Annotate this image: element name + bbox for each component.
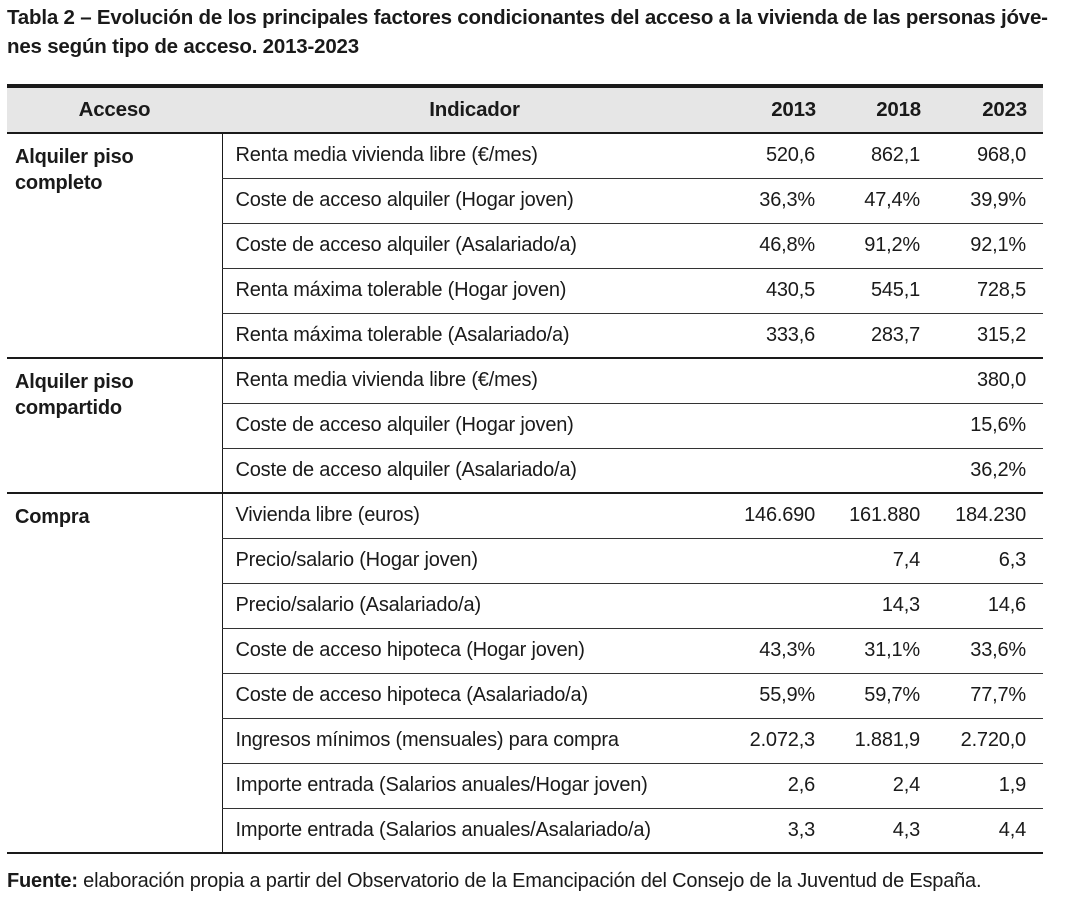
value-cell-2013: 520,6 xyxy=(727,133,832,178)
value-cell-2013 xyxy=(727,358,832,403)
value-cell-2018 xyxy=(832,448,937,493)
table-body xyxy=(7,133,1043,853)
value-cell-2013: 2,6 xyxy=(727,763,832,808)
indicador-cell: Precio/salario (Hogar joven) xyxy=(222,538,727,583)
value-cell-2018 xyxy=(832,403,937,448)
header-2018: 2018 xyxy=(832,86,937,133)
table-row xyxy=(7,493,1043,538)
value-cell-2013: 333,6 xyxy=(727,313,832,358)
value-cell-2013 xyxy=(727,583,832,628)
value-cell-2023: 6,3 xyxy=(937,538,1043,583)
header-acceso: Acceso xyxy=(7,86,222,133)
value-cell-2013: 46,8% xyxy=(727,223,832,268)
indicador-cell: Coste de acceso alquiler (Hogar joven) xyxy=(222,403,727,448)
value-cell-2013: 2.072,3 xyxy=(727,718,832,763)
value-cell-2023: 92,1% xyxy=(937,223,1043,268)
indicador-cell: Coste de acceso alquiler (Asalariado/a) xyxy=(222,448,727,493)
value-cell-2018: 14,3 xyxy=(832,583,937,628)
indicador-cell: Coste de acceso alquiler (Hogar joven) xyxy=(222,178,727,223)
indicador-cell: Ingresos mínimos (mensuales) para compra xyxy=(222,718,727,763)
value-cell-2018: 283,7 xyxy=(832,313,937,358)
value-cell-2023: 4,4 xyxy=(937,808,1043,853)
header-indicador: Indicador xyxy=(222,86,727,133)
table-container xyxy=(7,84,1043,854)
value-cell-2023: 2.720,0 xyxy=(937,718,1043,763)
value-cell-2023: 1,9 xyxy=(937,763,1043,808)
value-cell-2013 xyxy=(727,448,832,493)
indicador-cell: Renta media vivienda libre (€/mes) xyxy=(222,133,727,178)
table-row xyxy=(7,133,1043,178)
value-cell-2023: 36,2% xyxy=(937,448,1043,493)
value-cell-2023: 14,6 xyxy=(937,583,1043,628)
value-cell-2018: 47,4% xyxy=(832,178,937,223)
value-cell-2013 xyxy=(727,538,832,583)
value-cell-2023: 15,6% xyxy=(937,403,1043,448)
indicador-cell: Renta media vivienda libre (€/mes) xyxy=(222,358,727,403)
value-cell-2018: 2,4 xyxy=(832,763,937,808)
indicador-cell: Importe entrada (Salarios anuales/Asalariado/a) xyxy=(222,808,727,853)
value-cell-2023: 39,9% xyxy=(937,178,1043,223)
source-text: elaboración propia a partir del Observatorio de la Emancipación del Consejo de la Juventud de España. xyxy=(77,870,982,892)
housing-factors-table xyxy=(7,84,1043,854)
value-cell-2023: 968,0 xyxy=(937,133,1043,178)
source-note xyxy=(7,870,981,893)
value-cell-2018: 161.880 xyxy=(832,493,937,538)
table-header-row xyxy=(7,86,1043,133)
indicador-cell: Renta máxima tolerable (Hogar joven) xyxy=(222,268,727,313)
value-cell-2023: 380,0 xyxy=(937,358,1043,403)
value-cell-2023: 77,7% xyxy=(937,673,1043,718)
value-cell-2013 xyxy=(727,403,832,448)
value-cell-2013: 430,5 xyxy=(727,268,832,313)
indicador-cell: Coste de acceso hipoteca (Asalariado/a) xyxy=(222,673,727,718)
acceso-cell: Compra xyxy=(7,493,222,853)
source-label: Fuente: xyxy=(7,870,78,892)
value-cell-2013: 146.690 xyxy=(727,493,832,538)
indicador-cell: Coste de acceso hipoteca (Hogar joven) xyxy=(222,628,727,673)
value-cell-2013: 36,3% xyxy=(727,178,832,223)
indicador-cell: Importe entrada (Salarios anuales/Hogar joven) xyxy=(222,763,727,808)
indicador-cell: Renta máxima tolerable (Asalariado/a) xyxy=(222,313,727,358)
indicador-cell: Coste de acceso alquiler (Asalariado/a) xyxy=(222,223,727,268)
value-cell-2018: 59,7% xyxy=(832,673,937,718)
indicador-cell: Vivienda libre (euros) xyxy=(222,493,727,538)
value-cell-2018: 91,2% xyxy=(832,223,937,268)
value-cell-2018: 862,1 xyxy=(832,133,937,178)
indicador-cell: Precio/salario (Asalariado/a) xyxy=(222,583,727,628)
value-cell-2018: 4,3 xyxy=(832,808,937,853)
value-cell-2023: 33,6% xyxy=(937,628,1043,673)
value-cell-2023: 315,2 xyxy=(937,313,1043,358)
header-2023: 2023 xyxy=(937,86,1043,133)
value-cell-2013: 43,3% xyxy=(727,628,832,673)
value-cell-2018: 1.881,9 xyxy=(832,718,937,763)
header-2013: 2013 xyxy=(727,86,832,133)
table-row xyxy=(7,358,1043,403)
value-cell-2013: 55,9% xyxy=(727,673,832,718)
value-cell-2018: 7,4 xyxy=(832,538,937,583)
acceso-cell: Alquiler piso compartido xyxy=(7,358,222,493)
value-cell-2018 xyxy=(832,358,937,403)
value-cell-2018: 31,1% xyxy=(832,628,937,673)
value-cell-2023: 728,5 xyxy=(937,268,1043,313)
value-cell-2018: 545,1 xyxy=(832,268,937,313)
table-title: Tabla 2 – Evolución de los principales factores condicionantes del acceso a la vivienda de las personas jóve-nes según tipo de acceso. 2013-2023 xyxy=(7,6,1048,58)
acceso-cell: Alquiler piso completo xyxy=(7,133,222,358)
value-cell-2023: 184.230 xyxy=(937,493,1043,538)
value-cell-2013: 3,3 xyxy=(727,808,832,853)
